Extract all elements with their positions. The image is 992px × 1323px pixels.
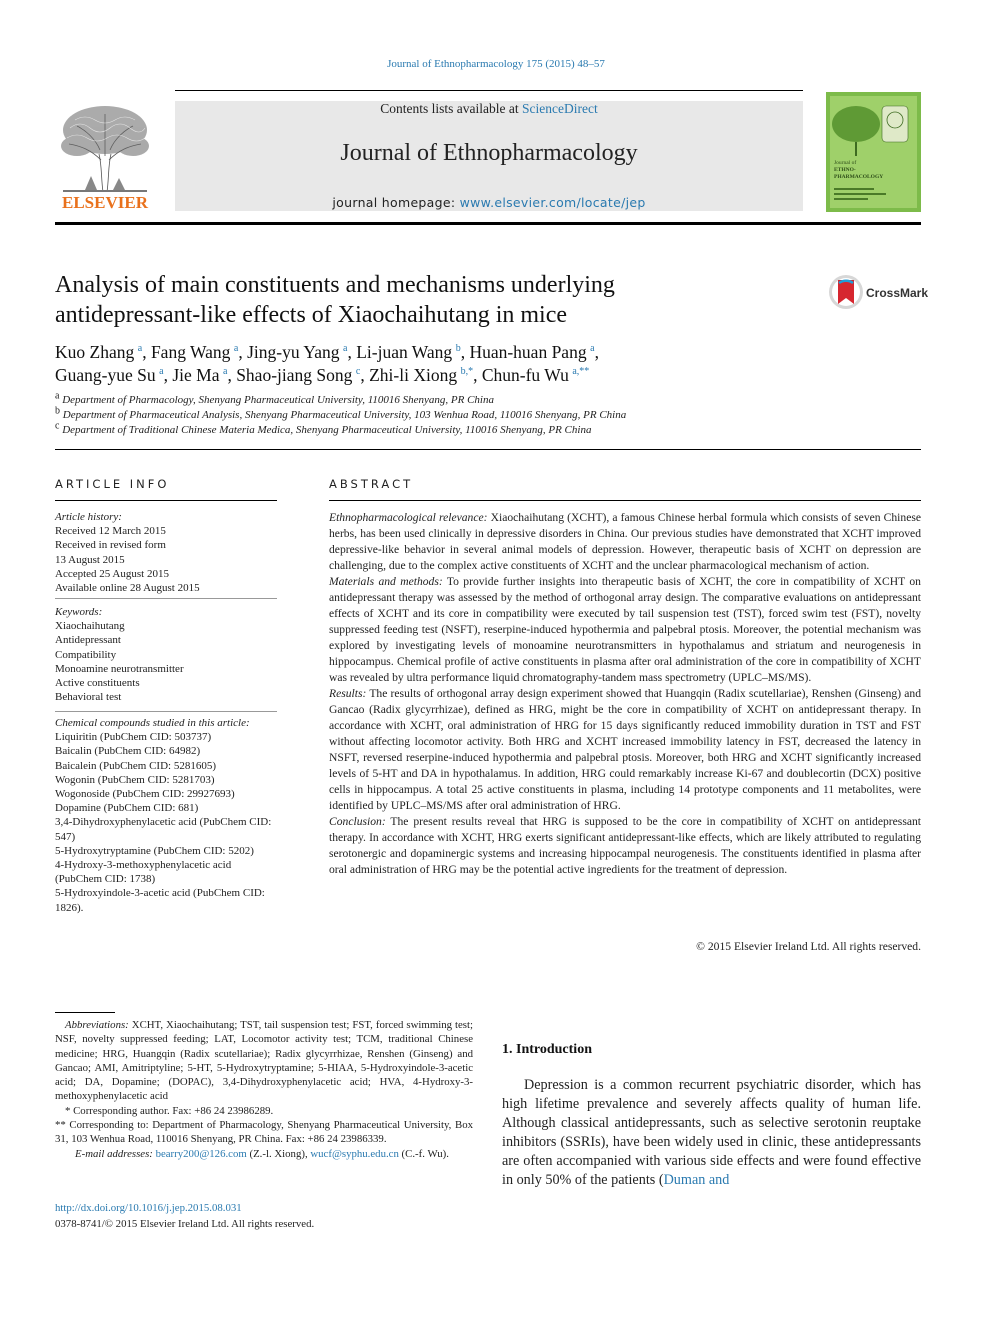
author-name: Fang Wang [150, 342, 231, 362]
history-item: 13 August 2015 [55, 553, 125, 566]
author-name: Zhi-li Xiong [369, 365, 458, 385]
abbreviations-text: XCHT, Xiaochaihutang; TST, tail suspension test; FST, forced swimming test; NSF, novelty suppressed feeding; LAT, Locomotor activity test; TCM, traditional Chinese medicine; HRG, Huangqin (Radix scutellariae); Radix glycyrrhizae, Renshen (Ginseng) and Gancao; AMI, Amitriptyline; 5-HT, 5-Hydroxytryptamine; 5-HIAA, 5-Hydroxyindole-3-acetic acid; DA, Dopamine; (DOPAC), 3,4-Dihydroxyphenylacetic acid; HVA, 4-Hydroxy-3-methoxyphenylacetic acid [55, 1019, 473, 1103]
article-info-rule [55, 500, 277, 501]
email-label: E-mail addresses: [75, 1147, 153, 1160]
history-item: Received in revised form [55, 539, 166, 552]
journal-cover-image[interactable] [826, 92, 921, 212]
history-item: Accepted 25 August 2015 [55, 567, 169, 580]
cover-journal-name: Journal of ETHNO- PHARMACOLOGY [834, 160, 884, 180]
email-owner-xiong: (Z.-l. Xiong), [246, 1147, 308, 1160]
compound-item: Liquiritin (PubChem CID: 503737) [55, 731, 212, 744]
keyword-item: Compatibility [55, 648, 117, 661]
homepage-line [175, 195, 803, 210]
abstract-section-text: The present results reveal that HRG is supposed to be the core in compatibility of XCHT on antidepressant therapy. In accordance with XCHT, HRG exerts significant antidepressant-like effects, which are likely attributed to regulating serotonergic and dopaminergic systems and increasing hippocampal neurogenesis. The constituents identified in plasma after oral administration of HRG may be the potential active ingredients for the treatment of depression. [329, 815, 921, 876]
title-line-1: Analysis of main constituents and mechanisms underlying [55, 272, 615, 298]
abstract-section-text: Xiaochaihutang (XCHT), a famous Chinese herbal formula which consists of seven Chinese herbs, has been used clinically in depressive disorders in China. Our previous studies have demonstrated that XCHT improved depressive-like behavior in several animal models of depression. However, therapeutic basis of XCHT on depression are challenging, due to the complex active constituents of XCHT and the unclear pharmacological mechanism of action. [329, 511, 922, 572]
abstract-section-label: Materials and methods: [329, 575, 443, 588]
issn-line: 0378-8741/© 2015 Elsevier Ireland Ltd. All rights reserved. [55, 1217, 315, 1230]
author-affiliation-mark[interactable]: a [223, 366, 228, 378]
article-info-heading: ARTICLE INFO [55, 477, 170, 491]
compounds-label: Chemical compounds studied in this article: [55, 717, 250, 729]
author-affiliation-mark[interactable]: a [233, 343, 239, 355]
crossmark-label[interactable]: CrossMark [866, 286, 929, 300]
author-affiliation-mark[interactable]: a,** [572, 366, 590, 378]
corresponding-author-1: * Corresponding author. Fax: +86 24 23986289. [65, 1104, 274, 1117]
header-rule-bottom [55, 222, 921, 225]
keyword-item: Active constituents [55, 677, 140, 690]
affiliation-text: Department of Pharmaceutical Analysis, Shenyang Pharmaceutical University, 103 Wenhua Road, 110016 Shenyang, PR China [60, 409, 627, 421]
abstract-section-text: The results of orthogonal array design experiment showed that Huangqin (Radix scutellariae), Renshen (Ginseng) and Gancao (Radix glycyrrhizae), defined as HRG, might be the core in compatibility of XCHT on antidepressant therapy. In accordance with XCHT, oral administration of HRG for 15 days significantly reduced immobility duration in TST and FST without affecting locomotor activity. Both HRG and XCHT increased immobility latency in FST, decreased the latency in NSFT, reversed reserpine-induced hypothermia and palpebral ptosis. Moreover, both HRG and XCHT significantly increased levels of 5-HT and DA in hypothalamus. In addition, HRG could remarkably increase Ki-67 and doublecortin (DCX) positive cells in hippocampus. A total 25 active constituents in plasma, including 14 prototype components and 11 metabolites, were identified by UPLC–MS/MS after oral administration of HRG. [329, 687, 921, 812]
doi-link[interactable]: http://dx.doi.org/10.1016/j.jep.2015.08.031 [55, 1202, 242, 1214]
history-item: Received 12 March 2015 [55, 525, 166, 538]
abstract-section [329, 510, 921, 574]
affiliation-mark: b [55, 405, 60, 417]
abstract-rule [329, 500, 921, 501]
author-list: Kuo Zhang $^a$, Fang Wang $^a$, Jing-yu Yang $^a$, Li-juan Wang $^b$, Huan-huan Pang $^a$, Guang-yue Su $^a$, Jie Ma $^a$, Shao-jiang Song $^c$, Zhi-li Xiong $^{b,*}$, Chun-fu Wu $^{a,**}$ [55, 342, 599, 385]
abstract-section-text: To provide further insights into therapeutic basis of XCHT, the core in compatibility of XCHT on antidepressant therapy was assessed by the method of orthogonal array design. The comparative evaluations on antidepressant effects of XCHT and its core in compatibility were executed by tail suspension test (TST), forced swim test (FST), novelty suppressed feeding test (NSFT), reserpine-induced hypothermia and palpebral ptosis. Moreover, the potential mechanism was explored by investigating levels of monoamine neurotransmitters in hypothalamus and striatum and neurogenesis in hippocampus. Chemical profile of active constituents in plasma after oral administration of the core in compatibility of XCHT was revealed by ultra performance liquid chromatography-tandem mass spectrometry (UPLC–MS/MS). [329, 575, 921, 684]
affiliation-mark: c [55, 420, 60, 432]
keywords-label: Keywords: [55, 606, 103, 618]
affiliation-mark: a [55, 390, 60, 402]
compounds-block [55, 716, 280, 915]
email-note [55, 1147, 473, 1161]
publisher-name: ELSEVIER [62, 193, 148, 212]
doi-block [55, 1201, 473, 1232]
compound-item: Baicalin (PubChem CID: 64982) [55, 745, 201, 758]
author-affiliation-mark[interactable]: a [590, 343, 595, 355]
abstract-heading: ABSTRACT [329, 477, 414, 491]
contents-prefix: Contents lists available at [380, 101, 522, 116]
introduction-paragraph: Depression is a common recurrent psychiatric disorder, which has high lifetime prevalence and severely affects quality of human life. Although classical antidepressants, such as selective serotonin reuptake inhibitors (SSRIs), have been widely used in clinic, these antidepressants are often accompanied with various side effects and were found effective in only 50% of the patients ( [502, 1077, 921, 1188]
header-rule-top [175, 90, 803, 91]
email-link-xiong[interactable]: bearry200@126.com [155, 1147, 247, 1160]
compound-item: 5-Hydroxyindole-3-acetic acid (PubChem CID: 1826). [55, 887, 265, 914]
footnote-rule [55, 1012, 115, 1013]
abstract-section-label: Results: [329, 687, 367, 700]
keyword-item: Monoamine neurotransmitter [55, 662, 184, 675]
author-affiliation-mark[interactable]: a [159, 366, 164, 378]
author-name: Jing-yu Yang [247, 342, 340, 362]
contents-line [175, 101, 803, 117]
homepage-link[interactable]: www.elsevier.com/locate/jep [459, 195, 646, 210]
compound-item: Wogonoside (PubChem CID: 29927693) [55, 788, 235, 801]
keywords-block [55, 605, 280, 704]
history-item: Available online 28 August 2015 [55, 582, 200, 595]
history-label: Article history: [55, 511, 122, 523]
compound-list [55, 730, 280, 915]
keyword-item: Antidepressant [55, 634, 121, 647]
keyword-list [55, 619, 280, 704]
affiliation-text: Department of Pharmacology, Shenyang Pharmaceutical University, 110016 Shenyang, PR China [59, 394, 494, 406]
introduction-text [502, 1076, 921, 1190]
author-affiliation-mark[interactable]: a [343, 343, 348, 355]
author-affiliation-mark[interactable]: b [455, 343, 461, 355]
keyword-item: Xiaochaihutang [55, 620, 125, 633]
abstract-section-label: Ethnopharmacological relevance: [329, 511, 488, 524]
affiliation-list [55, 390, 921, 438]
email-owner-wu: (C.-f. Wu). [398, 1147, 449, 1160]
journal-title: Journal of Ethnopharmacology [340, 140, 638, 166]
footnotes [55, 1018, 473, 1161]
author-name: Huan-huan Pang [469, 342, 587, 362]
abstract-section [329, 574, 921, 686]
abstract-section [329, 686, 921, 814]
citation-link[interactable]: Duman and [663, 1172, 730, 1188]
section-rule [55, 449, 921, 450]
author-name: Kuo Zhang [55, 342, 135, 362]
abstract-body [329, 510, 921, 878]
author-affiliation-mark[interactable]: a [137, 343, 143, 355]
compound-item: 3,4-Dihydroxyphenylacetic acid (PubChem CID: 547) [55, 816, 272, 843]
journal-reference[interactable]: Journal of Ethnopharmacology 175 (2015) 48–57 [387, 58, 605, 70]
author-name: Li-juan Wang [356, 342, 453, 362]
article-history [55, 510, 280, 595]
abstract-section [329, 814, 921, 878]
abstract-copyright: © 2015 Elsevier Ireland Ltd. All rights reserved. [696, 940, 921, 953]
article-title [55, 270, 755, 330]
author-affiliation-mark[interactable]: c [355, 366, 361, 378]
compound-item: Baicalein (PubChem CID: 5281605) [55, 759, 217, 772]
author-affiliation-mark[interactable]: b,* [460, 366, 474, 378]
author-name: Jie Ma [172, 365, 220, 385]
elsevier-tree-logo-icon[interactable] [55, 100, 155, 212]
keywords-rule [55, 711, 277, 712]
sciencedirect-link[interactable]: ScienceDirect [522, 101, 598, 116]
keyword-item: Behavioral test [55, 691, 122, 704]
affiliation [55, 420, 921, 438]
abbreviations-note [55, 1018, 473, 1104]
author-name: Shao-jiang Song [236, 365, 353, 385]
homepage-prefix: journal homepage: [332, 195, 460, 210]
author-name: Chun-fu Wu [481, 365, 569, 385]
introduction-heading: 1. Introduction [502, 1042, 592, 1057]
compound-item: Wogonin (PubChem CID: 5281703) [55, 773, 215, 786]
email-link-wu[interactable]: wucf@syphu.edu.cn [310, 1147, 399, 1160]
corresponding-author-2: ** Corresponding to: Department of Pharmacology, Shenyang Pharmaceutical University, Box 31, 103 Wenhua Road, 110016 Shenyang, PR China. Fax: +86 24 23986339. [55, 1119, 473, 1146]
title-line-2: antidepressant-like effects of Xiaochaihutang in mice [55, 302, 568, 328]
compound-item: 4-Hydroxy-3-methoxyphenylacetic acid (PubChem CID: 1738) [55, 859, 232, 886]
author-name: Guang-yue Su [55, 365, 156, 385]
compound-item: Dopamine (PubChem CID: 681) [55, 802, 199, 815]
affiliation [55, 390, 921, 408]
abstract-section-label: Conclusion: [329, 815, 386, 828]
abbreviations-label: Abbreviations: [65, 1019, 129, 1031]
compound-item: 5-Hydroxytryptamine (PubChem CID: 5202) [55, 844, 254, 857]
history-list [55, 524, 280, 595]
history-rule [55, 598, 277, 599]
affiliation-text: Department of Traditional Chinese Materia Medica, Shenyang Pharmaceutical University, 110016 Shenyang, PR China [59, 424, 592, 436]
affiliation [55, 405, 921, 423]
